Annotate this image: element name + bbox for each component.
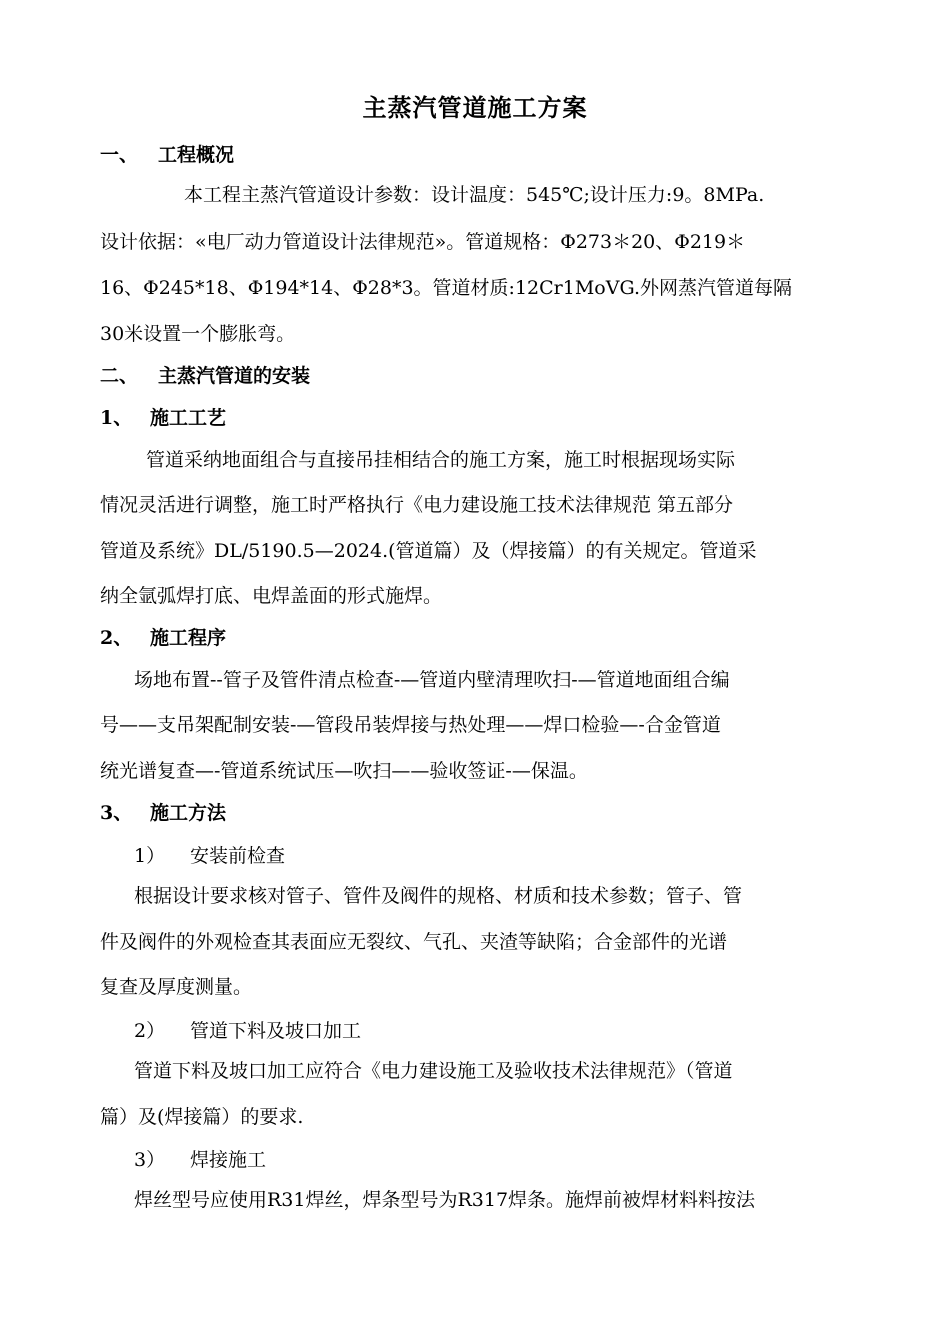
method-item-heading (134, 1145, 266, 1172)
paragraph-line: 30米设置一个膨胀弯。 (100, 323, 296, 345)
paragraph-line: 设计依据：«电厂动力管道设计法律规范»。管道规格：Φ273＊20、Φ219＊ (100, 231, 746, 253)
section-heading-overview (100, 140, 234, 167)
paragraph-line: 管道及系统》DL/5190.5—2024.(管道篇）及（焊接篇）的有关规定。管道采 (100, 540, 757, 562)
item-number: 2） (134, 1020, 166, 1042)
item-label: 焊接施工 (190, 1149, 267, 1171)
subsection-title: 施工方法 (150, 802, 227, 824)
method-item-heading (134, 1016, 361, 1043)
paragraph-line: 纳全氩弧焊打底、电焊盖面的形式施焊。 (100, 585, 443, 607)
subsection-number: 1、 (100, 407, 133, 429)
paragraph-line: 管道采纳地面组合与直接吊挂相结合的施工方案，施工时根据现场实际 (146, 449, 736, 471)
item-label: 管道下料及坡口加工 (190, 1020, 362, 1042)
item-label: 安装前检查 (190, 845, 286, 867)
subsection-number: 3、 (100, 802, 133, 824)
subsection-heading-procedure (100, 623, 226, 650)
section-number: 一、 (100, 144, 139, 166)
section-heading-installation (100, 361, 310, 388)
paragraph-line: 16、Φ245*18、Φ194*14、Φ28*3。管道材质:12Cr1MoVG.外网蒸汽管道每隔 (100, 277, 792, 299)
subsection-title: 施工工艺 (150, 407, 227, 429)
paragraph-line: 复查及厚度测量。 (100, 976, 253, 998)
paragraph-line: 场地布置--管子及管件清点检查-—管道内壁清理吹扫-—管道地面组合编 (134, 669, 730, 691)
method-item-heading (134, 841, 285, 868)
paragraph-line: 件及阀件的外观检查其表面应无裂纹、气孔、夹渣等缺陷；合金部件的光谱 (100, 931, 728, 953)
subsection-title: 施工程序 (150, 627, 227, 649)
document-title: 主蒸汽管道施工方案 (362, 93, 588, 122)
paragraph-line: 本工程主蒸汽管道设计参数：设计温度：545℃;设计压力:9。8MPa. (184, 184, 765, 206)
section-title: 工程概况 (158, 144, 235, 166)
paragraph-line: 情况灵活进行调整，施工时严格执行《电力建设施工技术法律规范 第五部分 (100, 494, 734, 516)
item-number: 1） (134, 845, 166, 867)
paragraph-line: 焊丝型号应使用R31焊丝，焊条型号为R317焊条。施焊前被焊材料料按法 (134, 1189, 756, 1211)
section-number: 二、 (100, 365, 139, 387)
paragraph-line: 管道下料及坡口加工应符合《电力建设施工及验收技术法律规范》（管道 (134, 1060, 733, 1082)
paragraph-line: 号——支吊架配制安装-—管段吊装焊接与热处理——焊口检验—-合金管道 (100, 714, 721, 736)
paragraph-line: 篇）及(焊接篇）的要求. (100, 1106, 304, 1128)
paragraph-line: 根据设计要求核对管子、管件及阀件的规格、材质和技术参数；管子、管 (134, 885, 743, 907)
section-title: 主蒸汽管道的安装 (158, 365, 311, 387)
item-number: 3） (134, 1149, 166, 1171)
subsection-heading-methods (100, 798, 226, 825)
paragraph-line: 统光谱复查—-管道系统试压—吹扫——验收签证-—保温。 (100, 760, 588, 782)
subsection-heading-process (100, 403, 226, 430)
subsection-number: 2、 (100, 627, 133, 649)
